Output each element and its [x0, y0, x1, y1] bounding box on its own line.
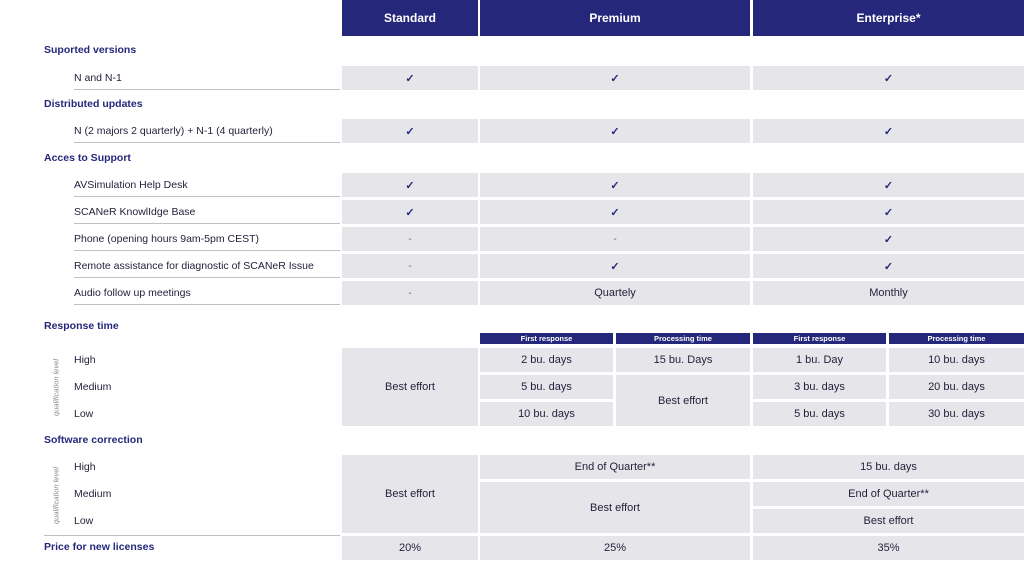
- row-label: N and N-1: [74, 66, 340, 90]
- row-label: SCANeR KnowlIdge Base: [74, 200, 340, 224]
- price-standard: 20%: [342, 536, 478, 560]
- section-response-time: Response time: [44, 320, 119, 332]
- enterprise-processing-medium: 20 bu. days: [889, 375, 1024, 399]
- section-distributed-updates: Distributed updates: [44, 98, 143, 110]
- correction-enterprise-medium: End of Quarter**: [753, 482, 1024, 506]
- section-access-to-support: Acces to Support: [44, 152, 131, 164]
- premium-first-response-medium: 5 bu. days: [480, 375, 613, 399]
- premium-first-response-high: 2 bu. days: [480, 348, 613, 372]
- column-header-standard: Standard: [342, 0, 478, 36]
- dash-value: -: [480, 227, 750, 251]
- section-supported-versions: Suported versions: [44, 44, 137, 56]
- qualification-level-label: qualification level: [51, 358, 61, 416]
- price-premium: 25%: [480, 536, 750, 560]
- level-high: High: [74, 354, 96, 366]
- correction-premium-high: End of Quarter**: [480, 455, 750, 479]
- subheader-processing-time: Processing time: [616, 333, 750, 344]
- premium-first-response-low: 10 bu. days: [480, 402, 613, 426]
- check-icon: ✓: [342, 173, 478, 197]
- premium-processing-rest: Best effort: [616, 375, 750, 426]
- check-icon: ✓: [753, 254, 1024, 278]
- check-icon: ✓: [753, 119, 1024, 143]
- enterprise-first-response-low: 5 bu. days: [753, 402, 886, 426]
- dash-value: -: [342, 254, 478, 278]
- subheader-first-response: First response: [753, 333, 886, 344]
- subheader-first-response: First response: [480, 333, 613, 344]
- level-low: Low: [74, 408, 94, 420]
- audio-enterprise-value: Monthly: [753, 281, 1024, 305]
- check-icon: ✓: [342, 200, 478, 224]
- level-medium: Medium: [74, 381, 112, 393]
- correction-premium-rest: Best effort: [480, 482, 750, 533]
- premium-processing-high: 15 bu. Days: [616, 348, 750, 372]
- row-label: Phone (opening hours 9am-5pm CEST): [74, 227, 340, 251]
- response-standard-value: Best effort: [342, 348, 478, 426]
- dash-value: -: [342, 227, 478, 251]
- correction-enterprise-low: Best effort: [753, 509, 1024, 533]
- check-icon: ✓: [342, 119, 478, 143]
- check-icon: ✓: [753, 227, 1024, 251]
- check-icon: ✓: [480, 200, 750, 224]
- check-icon: ✓: [480, 254, 750, 278]
- enterprise-processing-low: 30 bu. days: [889, 402, 1024, 426]
- row-label: AVSimulation Help Desk: [74, 173, 340, 197]
- correction-standard-value: Best effort: [342, 455, 478, 533]
- check-icon: ✓: [753, 173, 1024, 197]
- check-icon: ✓: [480, 66, 750, 90]
- row-label: Audio follow up meetings: [74, 281, 340, 305]
- check-icon: ✓: [480, 173, 750, 197]
- check-icon: ✓: [342, 66, 478, 90]
- enterprise-first-response-high: 1 bu. Day: [753, 348, 886, 372]
- subheader-processing-time: Processing time: [889, 333, 1024, 344]
- dash-value: -: [342, 281, 478, 305]
- column-header-enterprise: Enterprise*: [753, 0, 1024, 36]
- correction-enterprise-high: 15 bu. days: [753, 455, 1024, 479]
- row-label: N (2 majors 2 quarterly) + N-1 (4 quarterly): [74, 119, 340, 143]
- enterprise-processing-high: 10 bu. days: [889, 348, 1024, 372]
- price-divider: [44, 535, 340, 536]
- check-icon: ✓: [753, 66, 1024, 90]
- audio-premium-value: Quartely: [480, 281, 750, 305]
- enterprise-first-response-medium: 3 bu. days: [753, 375, 886, 399]
- qualification-level-label: qualification level: [51, 466, 61, 524]
- column-header-premium: Premium: [480, 0, 750, 36]
- level-medium: Medium: [74, 488, 112, 500]
- level-high: High: [74, 461, 96, 473]
- price-enterprise: 35%: [753, 536, 1024, 560]
- check-icon: ✓: [480, 119, 750, 143]
- section-price-new-licenses: Price for new licenses: [44, 541, 155, 553]
- check-icon: ✓: [753, 200, 1024, 224]
- level-low: Low: [74, 515, 94, 527]
- row-label: Remote assistance for diagnostic of SCANeR Issue: [74, 254, 340, 278]
- section-software-correction: Software correction: [44, 434, 143, 446]
